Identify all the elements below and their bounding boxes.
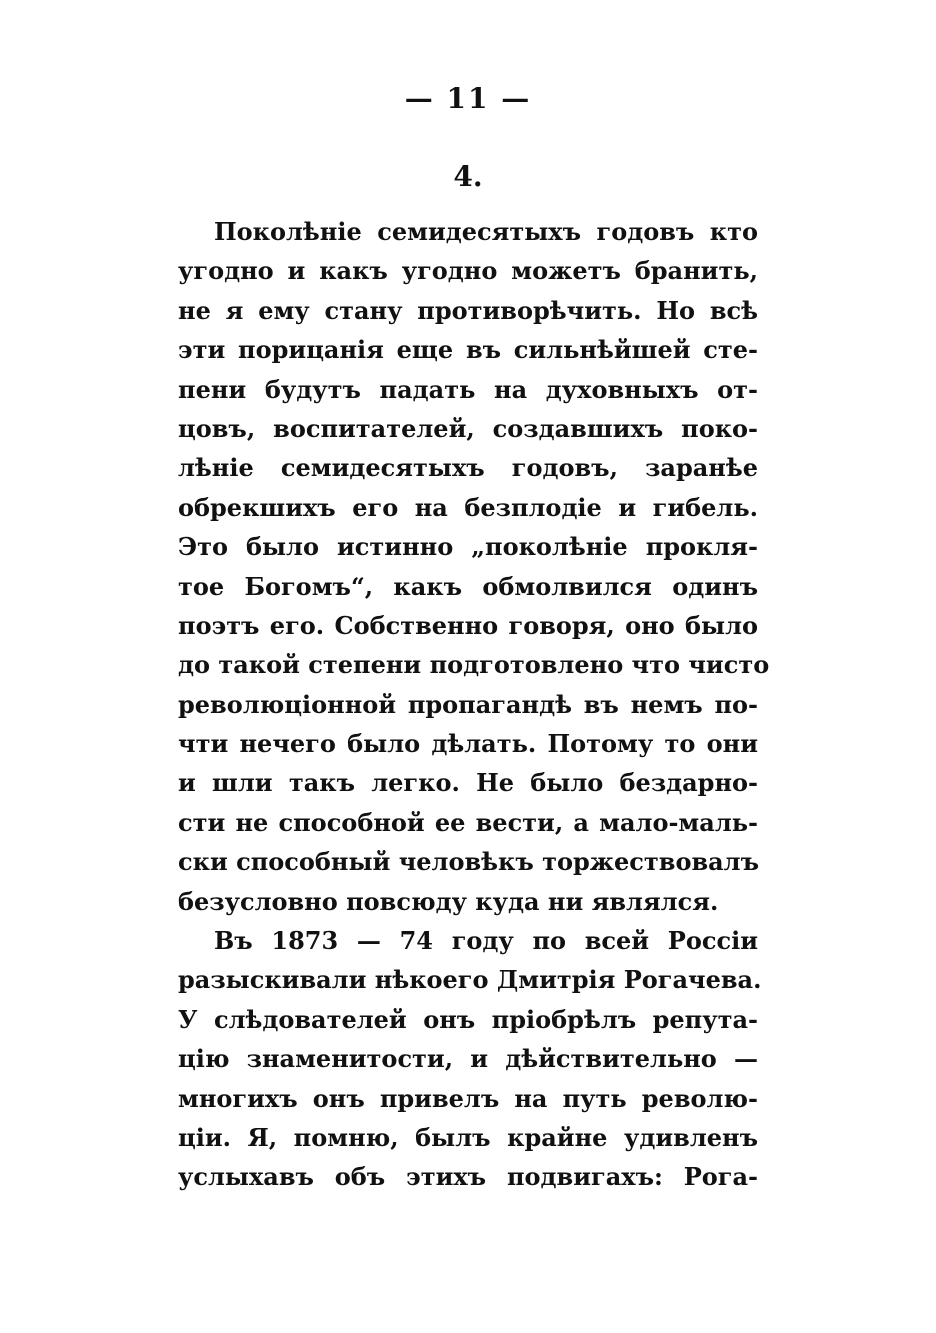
body-text: [178, 212, 770, 1197]
text-line: Въ 1873 — 74 году по всей Россіи: [214, 926, 758, 956]
text-line: эти порицанія еще въ сильнѣйшей сте-: [178, 335, 758, 365]
text-line: услыхавъ объ этихъ подвигахъ: Рога-: [178, 1162, 758, 1192]
text-line: Это было истинно „поколѣніе прокля-: [178, 532, 758, 562]
page-number: — 11 —: [404, 82, 532, 115]
text-line: пени будутъ падать на духовныхъ от-: [178, 374, 758, 404]
paragraph: [178, 921, 762, 1197]
text-line: обрекшихъ его на безплодіе и гибель.: [178, 492, 758, 522]
text-line: разыскивали нѣкоего Дмитрія Рогачева.: [178, 965, 762, 995]
text-line: цію знаменитости, и дѣйствительно —: [178, 1044, 758, 1074]
text-line: У слѣдователей онъ пріобрѣлъ репута-: [178, 1004, 758, 1034]
text-line: революціонной пропагандѣ въ немъ по-: [178, 689, 758, 719]
text-line: Поколѣніе семидесятыхъ годовъ кто: [214, 217, 758, 246]
text-line: тое Богомъ“, какъ обмолвился одинъ: [178, 571, 758, 601]
text-line: ски способный человѣкъ торжествовалъ: [178, 847, 760, 877]
text-line: и шли такъ легко. Не было бездарно-: [178, 768, 758, 798]
text-line: безусловно повсюду куда ни являлся.: [178, 886, 719, 916]
paragraph: [178, 212, 770, 921]
text-line: поэтъ его. Собственно говоря, оно было: [178, 610, 758, 640]
section-number: 4.: [453, 160, 483, 193]
text-line: сти не способной ее вести, а мало-маль-: [178, 807, 758, 837]
text-line: лѣніе семидесятыхъ годовъ, заранѣе: [178, 453, 758, 483]
text-line: не я ему стану противорѣчить. Но всѣ: [178, 295, 758, 325]
text-line: ціи. Я, помню, былъ крайне удивленъ: [178, 1122, 758, 1152]
text-line: до такой степени подготовлено что чисто: [178, 650, 770, 680]
text-line: угодно и какъ угодно можетъ бранить,: [178, 256, 758, 286]
text-line: чти нечего было дѣлать. Потому то они: [178, 729, 758, 759]
text-line: многихъ онъ привелъ на путь револю-: [178, 1083, 758, 1113]
text-line: цовъ, воспитателей, создавшихъ поко-: [178, 413, 758, 443]
